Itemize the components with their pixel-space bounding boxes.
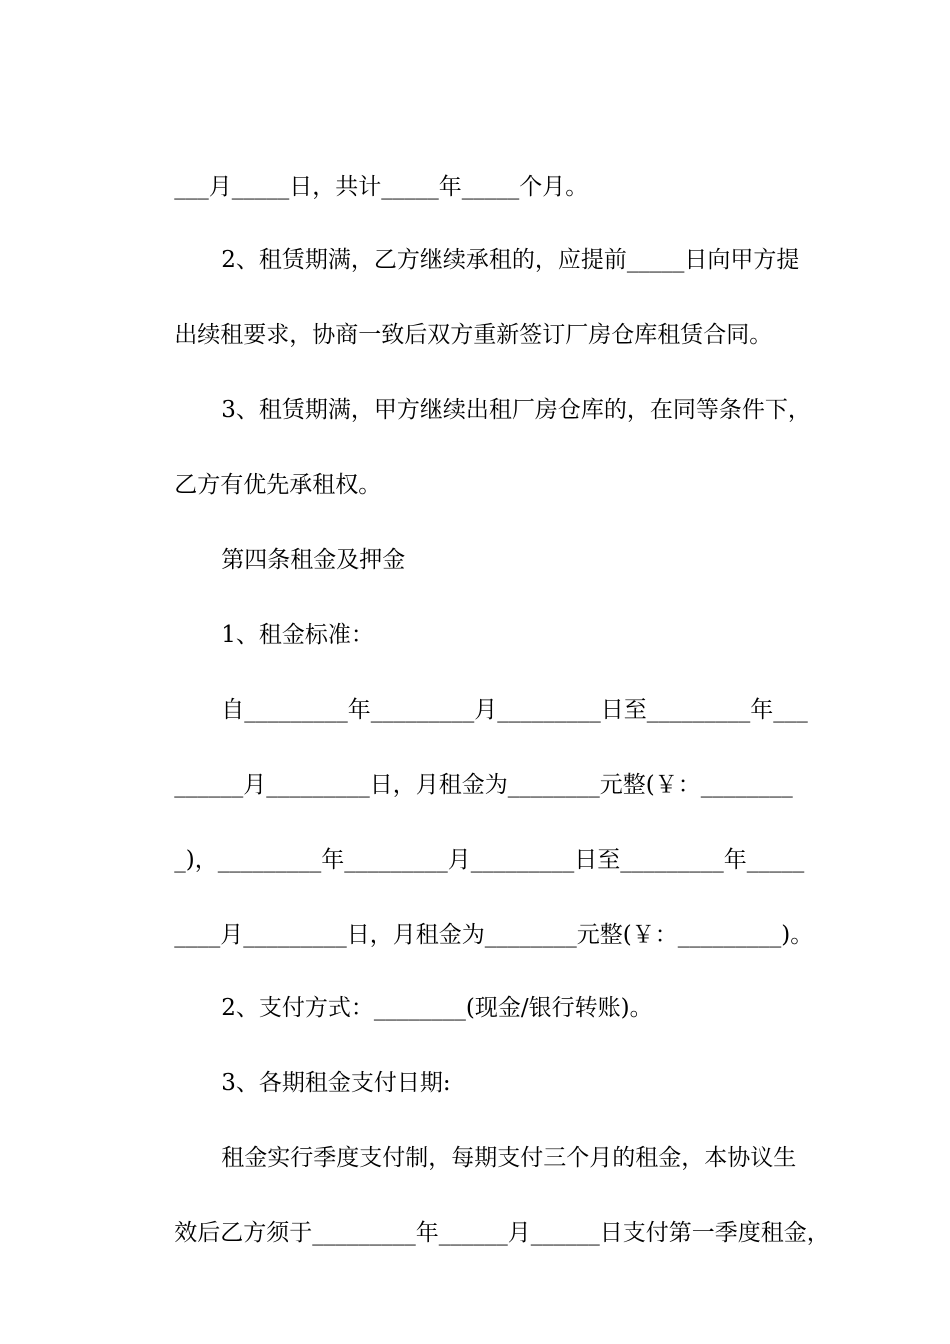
text-line-content: 1、租金标准：: [221, 622, 374, 648]
text-line: [192, 957, 912, 1021]
section-heading: [192, 509, 912, 573]
text-line: [145, 136, 925, 200]
text-line-content: 租金实行季度支付制，每期支付三个月的租金，本协议生: [221, 1145, 797, 1171]
text-line: [192, 584, 912, 648]
text-line-content: 2、支付方式：________(现金/银行转账)。: [221, 995, 653, 1021]
text-line-content: 自_________年_________月_________日至_________年___: [221, 697, 808, 723]
section-heading-text: 第四条租金及押金: [221, 547, 406, 573]
text-line-content: ______月_________日，月租金为________元整(￥：________: [174, 772, 793, 798]
text-line-content: ____月_________日，月租金为________元整(￥：_________)。: [174, 922, 814, 948]
text-line: [145, 1182, 925, 1246]
text-line-content: 3、租赁期满，甲方继续出租厂房仓库的，在同等条件下，: [221, 397, 811, 423]
text-line: [192, 1107, 912, 1171]
text-line: [192, 1032, 912, 1096]
text-line-content: _)，_________年_________月_________日至_________年_____: [174, 847, 805, 873]
text-line: [145, 809, 925, 873]
text-line: [192, 209, 912, 273]
text-line-content: 效后乙方须于_________年______月______日支付第一季度租金，: [174, 1220, 830, 1246]
text-line: [145, 284, 925, 348]
text-line-content: ___月_____日，共计_____年_____个月。: [174, 174, 589, 200]
text-line: [192, 359, 912, 423]
text-line-content: 3、各期租金支付日期:: [221, 1070, 451, 1096]
text-line-content: 乙方有优先承租权。: [174, 472, 382, 498]
text-line-content: 2、租赁期满，乙方继续承租的，应提前_____日向甲方提: [221, 247, 800, 273]
text-line-content: 出续租要求，协商一致后双方重新签订厂房仓库租赁合同。: [174, 322, 773, 348]
text-line: [145, 734, 925, 798]
text-line: [192, 659, 912, 723]
text-line: [145, 434, 925, 498]
text-line: [145, 884, 925, 948]
